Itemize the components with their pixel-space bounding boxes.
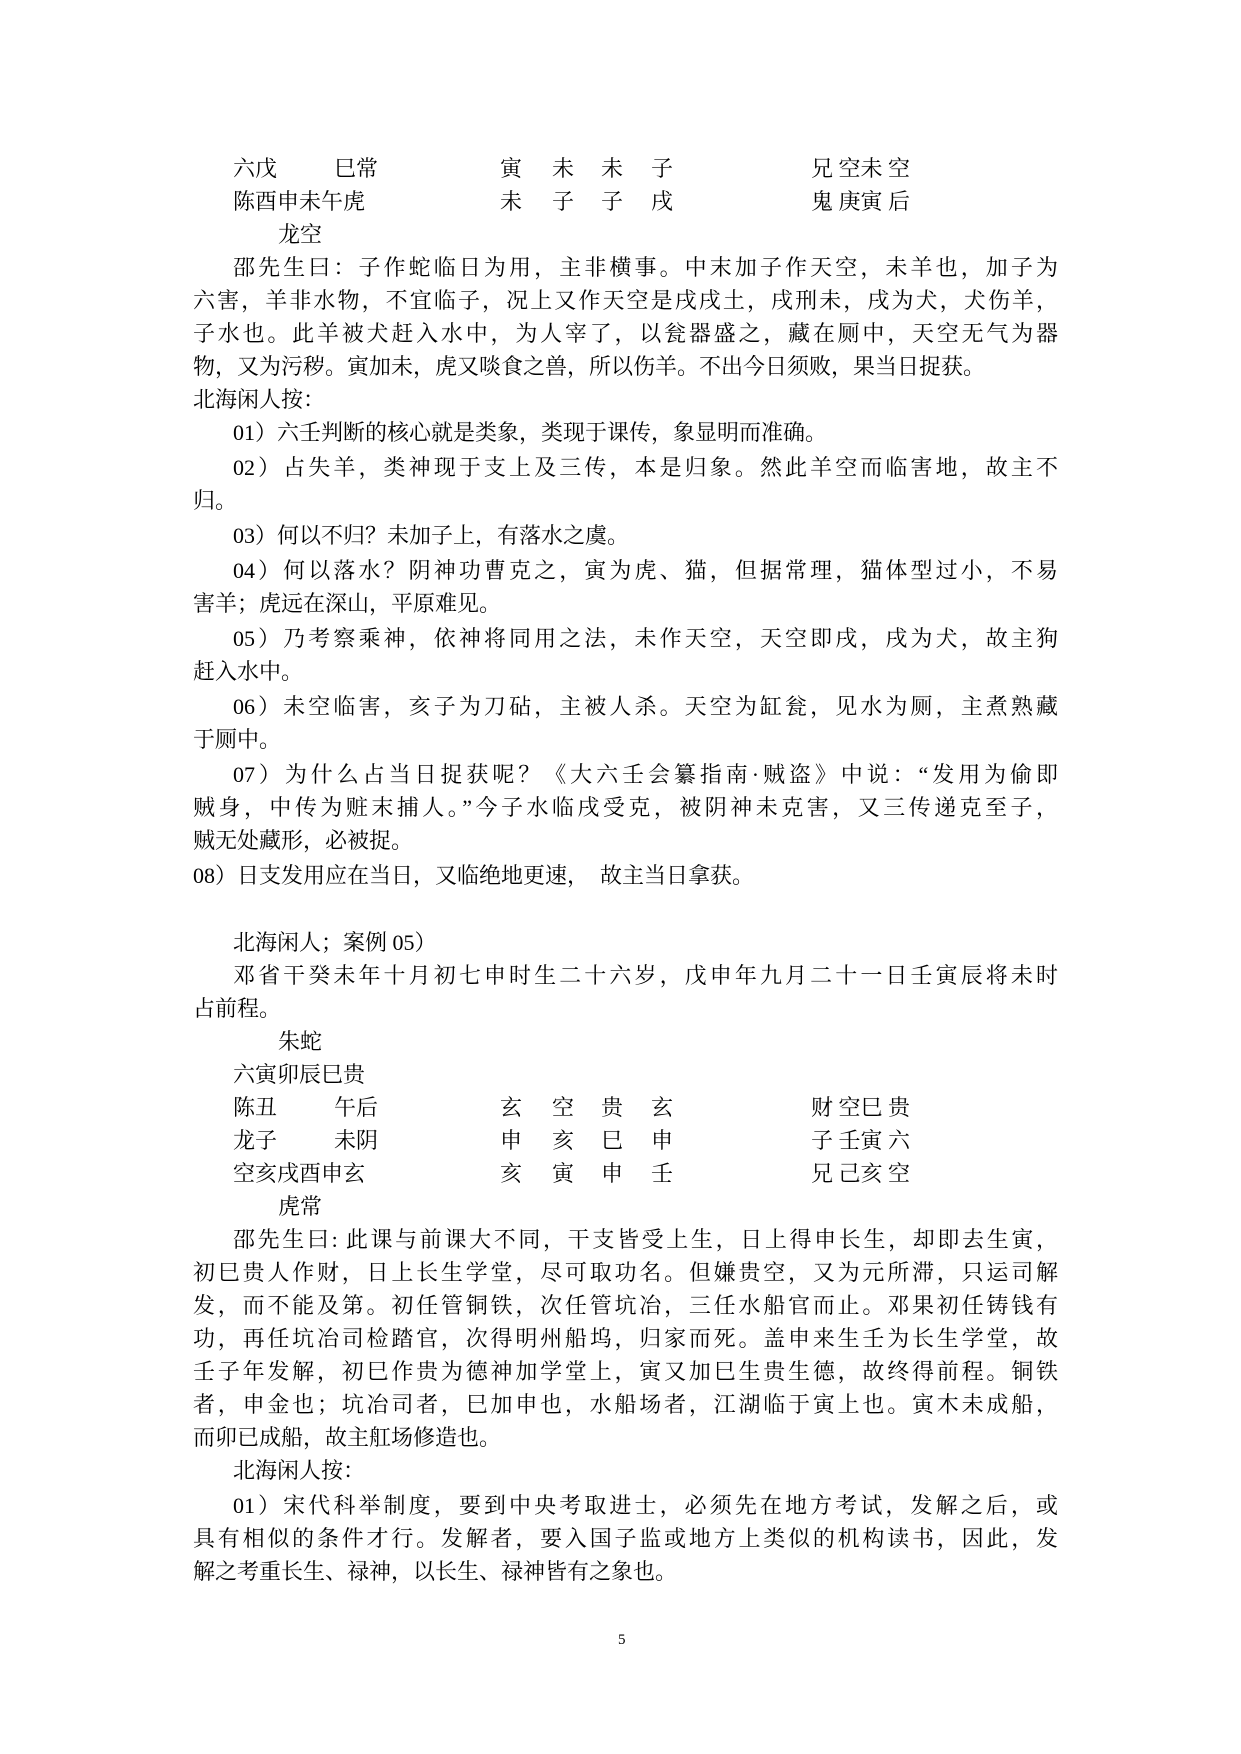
text-line: 者，申金也；坑冶司者，巳加申也，水船场者，江湖临于寅上也。寅木未成船， [193, 1392, 1058, 1417]
text-line: 而卯已成船，故主舡场修造也。 [193, 1425, 502, 1450]
row-general: 午后 [334, 1095, 379, 1120]
page-number: 5 [618, 1632, 626, 1648]
text-line: 赶入水中。 [193, 659, 304, 684]
lesson-cell: 贵 [601, 1095, 624, 1120]
divination-table-row [193, 1157, 1058, 1190]
transmission-cell: 子 壬寅 六 [811, 1128, 911, 1153]
row-label: 六寅卯辰巳贵 [233, 1062, 366, 1087]
lesson-cell: 玄 [651, 1095, 674, 1120]
table-sub-row: 龙空 [278, 222, 323, 247]
paragraph [193, 690, 1058, 756]
paragraph [193, 859, 1058, 892]
text-line: 邵先生曰：子作蛇临日为用，主非横事。中末加子作天空，未羊也，加子为 [233, 255, 1058, 280]
row-label: 陈丑 [233, 1095, 278, 1120]
lesson-cell: 子 [651, 156, 674, 181]
lesson-cell: 申 [601, 1161, 624, 1186]
lesson-cell: 亥 [500, 1161, 523, 1186]
text-line: 北海闲人按： [193, 387, 326, 412]
divination-table-row [193, 1091, 1058, 1124]
row-label: 陈酉申未午虎 [233, 189, 366, 214]
blank-line [193, 892, 1058, 926]
paragraph [193, 959, 1058, 1025]
lesson-cell: 未 [500, 189, 523, 214]
text-line: 占前程。 [193, 996, 282, 1021]
paragraph [193, 1454, 1058, 1487]
divination-table-row [193, 152, 1058, 185]
text-line: 物，又为污秽。寅加未，虎又啖食之兽，所以伤羊。不出今日须败，果当日捉获。 [193, 354, 986, 379]
text-line: 邓省干癸未年十月初七申时生二十六岁，戊申年九月二十一日壬寅辰将未时 [233, 963, 1058, 988]
lesson-cell: 子 [552, 189, 575, 214]
text-line: 06）未空临害，亥子为刀砧，主被人杀。天空为缸瓮，见水为厕，主煮熟藏 [233, 694, 1058, 719]
lesson-cell: 子 [601, 189, 624, 214]
transmission-cell: 兄 己亥 空 [811, 1161, 911, 1186]
text-line: 害羊；虎远在深山，平原难见。 [193, 591, 502, 616]
lesson-cell: 亥 [552, 1128, 575, 1153]
text-line: 具有相似的条件才行。发解者，要入国子监或地方上类似的机构读书，因此，发 [193, 1526, 1058, 1551]
lesson-cell: 申 [500, 1128, 523, 1153]
paragraph [193, 1223, 1058, 1454]
text-line: 03）何以不归？未加子上，有落水之虞。 [233, 523, 630, 548]
text-line: 发，而不能及第。初任管铜铁，次任管坑冶，三任水船官而止。邓果初任铸钱有 [193, 1293, 1058, 1318]
text-line: 08）日支发用应在当日，又临绝地更速， 故主当日拿获。 [193, 863, 755, 888]
text-line: 功，再任坑冶司检踏官，次得明州船坞，归家而死。盖申来生壬为长生学堂，故 [193, 1326, 1058, 1351]
text-line: 02）占失羊，类神现于支上及三传，本是归象。然此羊空而临害地，故主不 [233, 455, 1058, 480]
text-line: 贼无处藏形，必被捉。 [193, 828, 414, 853]
paragraph [193, 416, 1058, 449]
lesson-cell: 未 [552, 156, 575, 181]
paragraph [193, 926, 1058, 959]
text-line: 01）六壬判断的核心就是类象，类现于课传，象显明而准确。 [233, 420, 828, 445]
text-line: 邵先生曰: 此课与前课大不同，干支皆受上生，日上得申长生，却即去生寅， [233, 1227, 1058, 1252]
lesson-cell: 壬 [651, 1161, 674, 1186]
row-general: 未阴 [334, 1128, 379, 1153]
text-line: 壬子年发解，初巳作贵为德神加学堂上，寅又加巳生贵生德，故终得前程。铜铁 [193, 1359, 1058, 1384]
text-line: 贼身，中传为赃末捕人。”今子水临戌受克，被阴神未克害，又三传递克至子， [193, 795, 1058, 820]
row-label: 空亥戌酉申玄 [233, 1161, 366, 1186]
text-line: 北海闲人；案例 05） [233, 930, 437, 955]
paragraph [193, 622, 1058, 688]
text-line: 六害，羊非水物，不宜临子，况上又作天空是戌戌土，戌刑未，戌为犬，犬伤羊， [193, 288, 1058, 313]
table-sub-row: 虎常 [278, 1194, 323, 1219]
transmission-cell: 兄 空未 空 [811, 156, 911, 181]
lesson-cell: 申 [651, 1128, 674, 1153]
paragraph [193, 251, 1058, 383]
transmission-cell: 鬼 庚寅 后 [811, 189, 911, 214]
divination-table-row [193, 1058, 1058, 1091]
text-line: 于厕中。 [193, 727, 282, 752]
text-line: 04）何以落水？阴神功曹克之，寅为虎、猫，但据常理，猫体型过小，不易 [233, 558, 1058, 583]
lesson-cell: 寅 [500, 156, 523, 181]
page-content [193, 152, 1058, 1588]
lesson-cell: 巳 [601, 1128, 624, 1153]
text-line: 子水也。此羊被犬赶入水中，为人宰了，以瓮器盛之，藏在厕中，天空无气为器 [193, 321, 1058, 346]
paragraph [193, 1489, 1058, 1588]
table-sub-row: 朱蛇 [278, 1029, 323, 1054]
text-line: 07）为什么占当日捉获呢？《大六壬会纂指南·贼盗》中说：“发用为偷即 [233, 762, 1058, 787]
lesson-cell: 空 [552, 1095, 575, 1120]
text-line: 归。 [193, 488, 238, 513]
divination-table-row [193, 185, 1058, 218]
paragraph [193, 451, 1058, 517]
row-label: 六戊 [233, 156, 278, 181]
transmission-cell: 财 空巳 贵 [811, 1095, 911, 1120]
lesson-cell: 未 [601, 156, 624, 181]
lesson-cell: 玄 [500, 1095, 523, 1120]
paragraph [193, 519, 1058, 552]
divination-table-row [193, 1124, 1058, 1157]
row-general: 巳常 [334, 156, 379, 181]
text-line: 解之考重长生、禄神，以长生、禄神皆有之象也。 [193, 1559, 678, 1584]
text-line: 05）乃考察乘神，依神将同用之法，未作天空，天空即戌，戌为犬，故主狗 [233, 626, 1058, 651]
lesson-cell: 戌 [651, 189, 674, 214]
paragraph [193, 758, 1058, 857]
text-line: 初巳贵人作财，日上长生学堂，尽可取功名。但嫌贵空，又为元所滞，只运司解 [193, 1260, 1058, 1285]
lesson-cell: 寅 [552, 1161, 575, 1186]
paragraph [193, 554, 1058, 620]
text-line: 北海闲人按： [233, 1458, 366, 1483]
text-line: 01）宋代科举制度，要到中央考取进士，必须先在地方考试，发解之后，或 [233, 1493, 1058, 1518]
paragraph [193, 383, 1058, 416]
row-label: 龙子 [233, 1128, 278, 1153]
